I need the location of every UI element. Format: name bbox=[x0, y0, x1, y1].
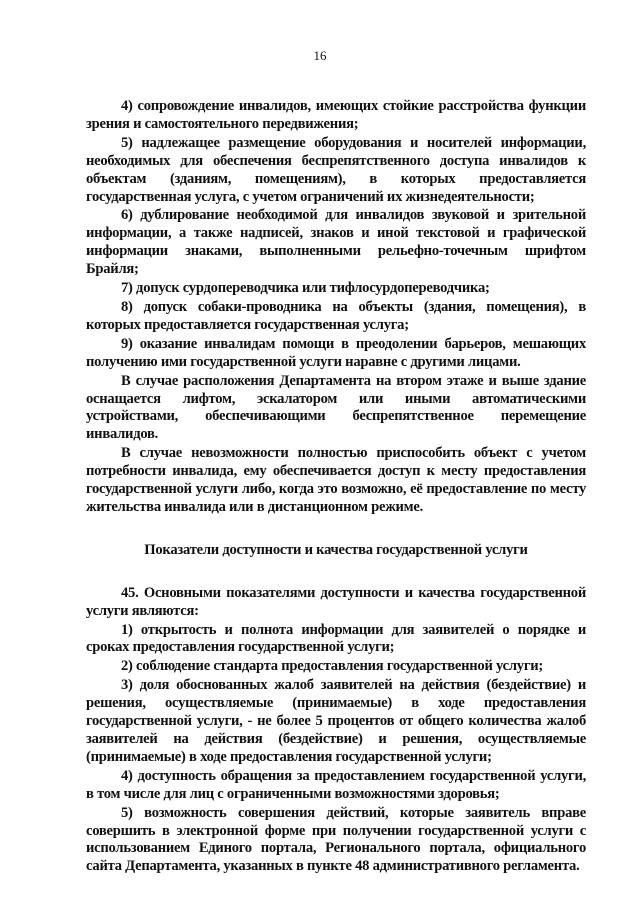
indicator-item-4: 4) доступность обращения за предоставлением государственной услуги, в том числе для лиц с ограниченными возможностями здоровья; bbox=[86, 767, 586, 802]
section-heading: Показатели доступности и качества государственной услуги bbox=[144, 541, 528, 558]
paragraph-45: 45. Основными показателями доступности и качества государственной услуги являются: bbox=[86, 584, 586, 619]
paragraph-elevator: В случае расположения Департамента на втором этаже и выше здание оснащается лифтом, эскалатором или иными автоматическими устройствами, обеспечивающими беспрепятственное перемещение инвалидов. bbox=[86, 372, 586, 443]
indicator-item-3: 3) доля обоснованных жалоб заявителей на действия (бездействие) и решения, осуществляемые (принимаемые) в ходе предоставления государственной услуги, - не более 5 процентов от общего количества жалоб заявителей на действия (бездействие) и решения, осуществляемые (принимаемые) в ходе предоставления государственной услуги; bbox=[86, 677, 586, 765]
list-item-8: 8) допуск собаки-проводника на объекты (здания, помещения), в которых предоставляется государственная услуга; bbox=[86, 298, 586, 333]
document-body bbox=[86, 98, 586, 876]
list-item-6: 6) дублирование необходимой для инвалидов звуковой и зрительной информации, а также надписей, знаков и иной текстовой и графической информации знаками, выполненными рельефно-точечным шрифтом Брайля; bbox=[86, 207, 586, 278]
list-item-9: 9) оказание инвалидам помощи в преодолении барьеров, мешающих получению ими государственной услуги наравне с другими лицами. bbox=[86, 335, 586, 370]
paragraph-remote-service: В случае невозможности полностью приспособить объект с учетом потребности инвалида, ему обеспечивается доступ к месту предоставления государственной услуги либо, когда это возможно, её предоставление по месту жительства инвалида или в дистанционном режиме. bbox=[86, 445, 586, 515]
indicator-item-2: 2) соблюдение стандарта предоставления государственной услуги; bbox=[121, 658, 543, 675]
list-item-7: 7) допуск сурдопереводчика или тифлосурдопереводчика; bbox=[121, 280, 490, 297]
list-item-5: 5) надлежащее размещение оборудования и носителей информации, необходимых для обеспечения беспрепятственного доступа инвалидов к объектам (зданиям, помещениям), в которых предоставляется государственная услуга, с учетом ограничений их жизнедеятельности; bbox=[86, 134, 586, 205]
page-number: 16 bbox=[313, 48, 327, 63]
list-item-4: 4) сопровождение инвалидов, имеющих стойкие расстройства функции зрения и самостоятельного передвижения; bbox=[86, 98, 586, 132]
indicator-item-1: 1) открытость и полнота информации для заявителей о порядке и сроках предоставления государственной услуги; bbox=[86, 621, 586, 656]
indicator-item-5: 5) возможность совершения действий, которые заявитель вправе совершить в электронной форме при получении государственной услуги с использованием Единого портала, Регионального портала, официального сайта Департамента, указанных в пункте 48 административного регламента. bbox=[86, 804, 586, 875]
